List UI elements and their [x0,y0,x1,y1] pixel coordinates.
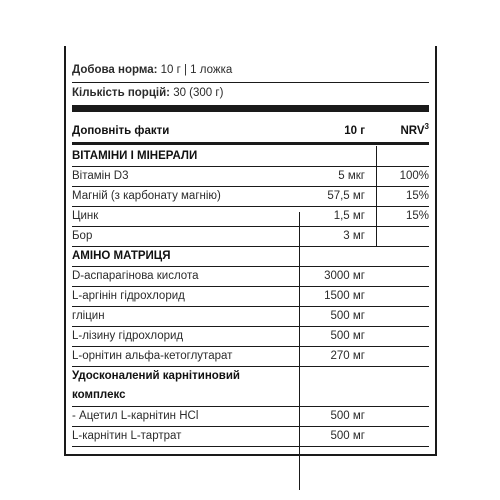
nrv-cell: 15% [405,210,429,222]
nrv-cell: 100% [399,170,429,182]
nrv-cell: 15% [405,190,429,202]
name-cell: Магній (з карбонату магнію) [72,190,221,202]
servings-count-label: Кількість порцій: [72,87,170,99]
name-cell: комплекс [72,389,126,401]
divider [72,446,429,447]
header-divider [72,142,429,145]
amount-cell: 3 мг [343,230,365,242]
name-cell: L-аргінін гідрохлорид [72,290,185,302]
name-cell [72,60,232,80]
servings-count-value: 30 (300 г) [170,87,224,99]
name-cell: Вітамін D3 [72,170,129,182]
facts-header-row [72,121,429,141]
name-cell: - Ацетил L-карнітин HCl [72,410,199,422]
section-amino [72,246,429,266]
amount-cell: 500 мг [330,410,365,422]
amount-cell: 270 мг [330,350,365,362]
thick-divider [72,105,429,112]
column-separator [376,146,377,246]
name-cell: L-карнітин L-тартрат [72,430,182,442]
table-row [72,286,429,306]
table-row [72,266,429,286]
facts-header-nrv: NRV$^3$ [400,122,429,137]
table-row [72,426,429,446]
daily-dose-value: 10 г | 1 ложка [157,64,233,76]
name-cell: L-лізину гідрохлорид [72,330,184,342]
table-row [72,326,429,346]
amount-cell: 3000 мг [324,270,365,282]
supplement-facts-panel [64,46,437,456]
section-carnitine [72,366,429,386]
table-row [72,346,429,366]
column-separator [299,212,300,490]
name-cell: гліцин [72,310,105,322]
name-cell: АМІНО МАТРИЦЯ [72,250,171,262]
name-cell: L-орнітин альфа-кетоглутарат [72,350,233,362]
name-cell: D-аспарагінова кислота [72,270,199,282]
name-cell: Цинк [72,210,99,222]
amount-cell: 5 мкг [338,170,365,182]
section-carnitine-line2 [72,385,429,405]
facts-header-title: Доповніть факти [72,125,170,137]
amount-cell: 500 мг [330,430,365,442]
amount-cell: 57,5 мг [327,190,365,202]
amount-cell: 1,5 мг [333,210,365,222]
name-cell: Удосконалений карнітиновий [72,370,240,382]
name-cell: Бор [72,230,93,242]
table-row [72,406,429,426]
table-row [72,306,429,326]
name-cell [72,83,223,103]
amount-cell: 500 мг [330,310,365,322]
name-cell: ВІТАМІНИ І МІНЕРАЛИ [72,150,198,162]
daily-dose-row [72,60,429,80]
amount-cell: 1500 мг [324,290,365,302]
facts-header-amount: 10 г [344,125,365,137]
amount-cell: 500 мг [330,330,365,342]
daily-dose-label: Добова норма: [72,64,158,76]
servings-count-row [72,83,429,103]
